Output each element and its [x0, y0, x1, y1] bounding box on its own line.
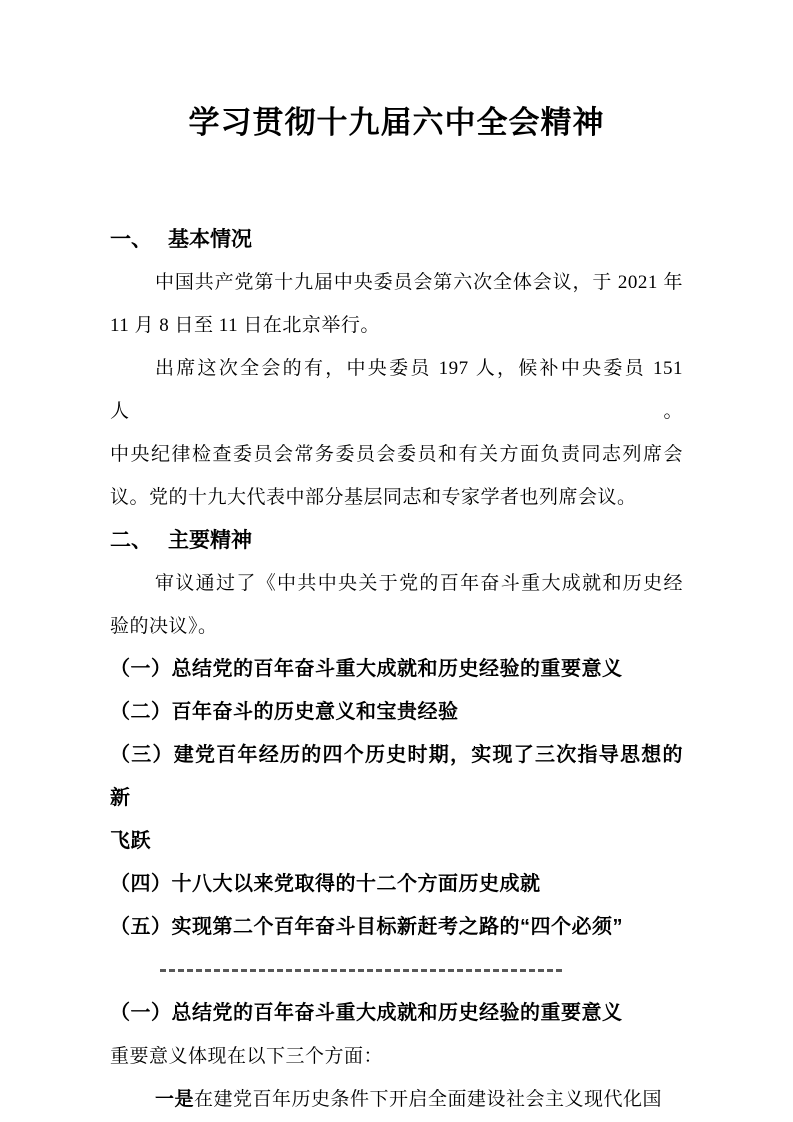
outline-item-3: （三）建党百年经历的四个历史时期，实现了三次指导思想的新 — [110, 744, 683, 809]
outline-item-1: （一）总结党的百年奋斗重大成就和历史经验的重要意义 — [110, 658, 623, 680]
outline-list — [110, 648, 683, 949]
paragraph-line: 验的决议》。 — [110, 616, 218, 637]
section-2-number: 二、 — [110, 528, 152, 552]
paragraph-line: 议。党的十九大代表中部分基层同志和专家学者也列席会议。 — [110, 487, 637, 508]
paragraph-line: 出席这次全会的有，中央委员 197 人，候补中央委员 151 人。 — [110, 358, 683, 422]
detail-point-1 — [110, 1078, 683, 1121]
detail-point-1-text: 在建党百年历史条件下开启全面建设社会主义现代化国 — [194, 1089, 663, 1110]
paragraph-line: 中央纪律检查委员会常务委员会委员和有关方面负责同志列席会 — [110, 444, 683, 465]
dashed-divider — [160, 969, 562, 972]
divider-row — [110, 949, 683, 992]
detail-lead: 重要意义体现在以下三个方面： — [110, 1046, 384, 1067]
outline-item-4: （四）十八大以来党取得的十二个方面历史成就 — [110, 873, 541, 895]
outline-item-2: （二）百年奋斗的历史意义和宝贵经验 — [110, 701, 459, 723]
section-2-label: 主要精神 — [168, 528, 252, 552]
paragraph-line: 11 月 8 日至 11 日在北京举行。 — [110, 315, 380, 336]
paragraph-1 — [110, 261, 683, 347]
section-1-label: 基本情况 — [168, 227, 252, 251]
section-1-number: 一、 — [110, 227, 152, 251]
section-heading-2 — [110, 519, 683, 562]
document-title: 学习贯彻十九届六中全会精神 — [188, 105, 605, 140]
paragraph-2 — [110, 347, 683, 519]
paragraph-line: 审议通过了《中共中央关于党的百年奋斗重大成就和历史经 — [155, 573, 683, 594]
detail-heading: （一）总结党的百年奋斗重大成就和历史经验的重要意义 — [110, 1002, 623, 1024]
paragraph-line: 中国共产党第十九届中央委员会第六次全体会议，于 2021 年 — [155, 272, 683, 293]
detail-point-1-label: 一是 — [155, 1089, 195, 1110]
section-heading-1 — [110, 218, 683, 261]
outline-item-5: （五）实现第二个百年奋斗目标新赶考之路的“四个必须” — [110, 916, 623, 938]
paragraph-3 — [110, 562, 683, 648]
outline-item-3-continuation: 飞跃 — [110, 830, 151, 852]
